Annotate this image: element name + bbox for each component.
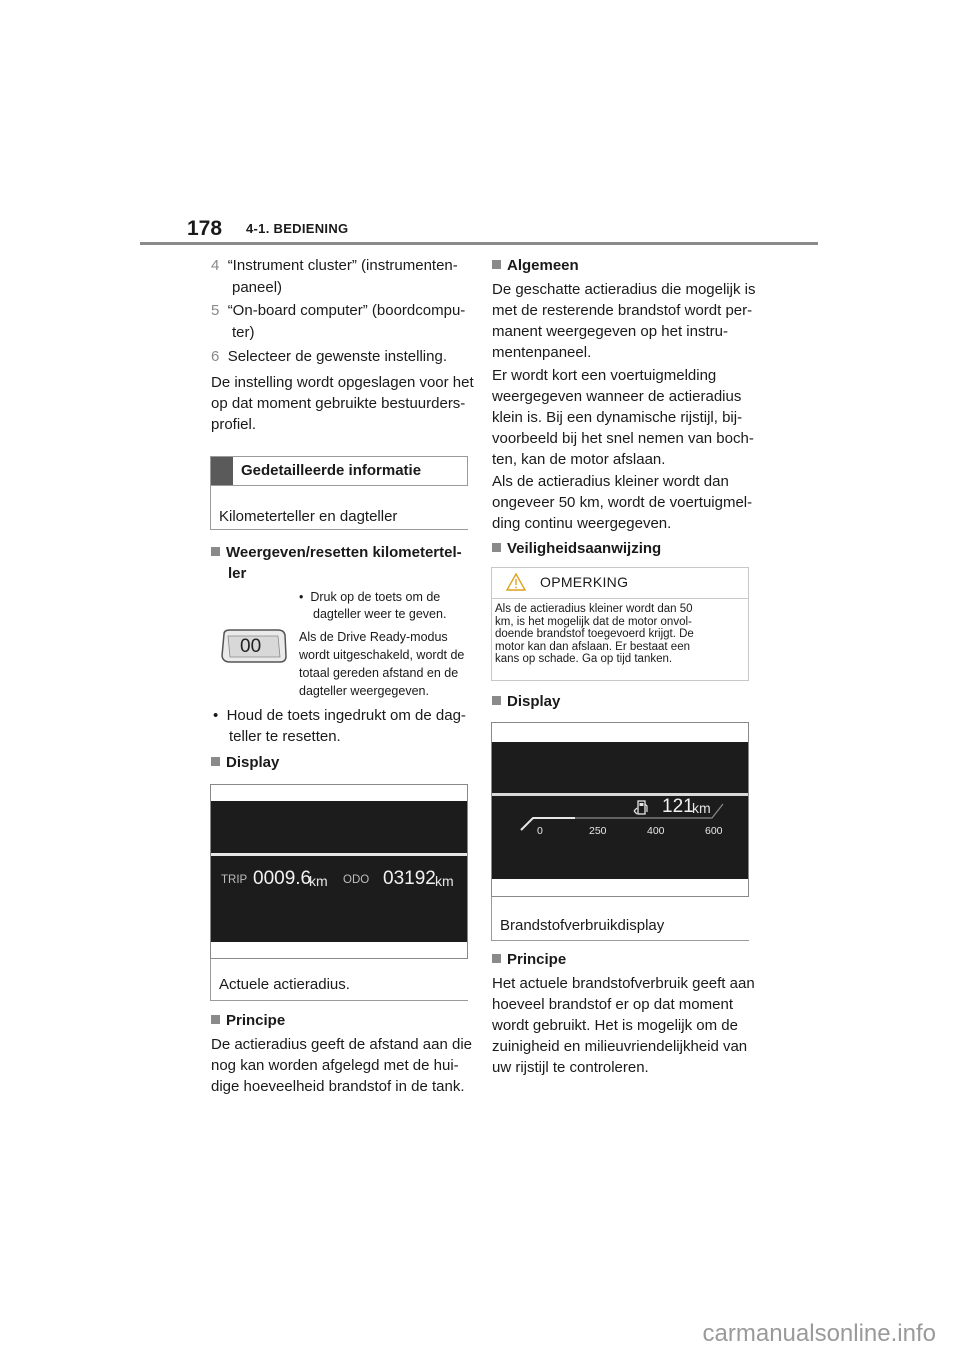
caption-box [210,959,468,1001]
caption-text: Actuele actieradius. [219,976,350,993]
warning-line: motor kan dan afslaan. Er bestaat een [495,640,690,653]
scale-label: 600 [705,825,723,837]
step-4-cont: paneel) [232,279,283,296]
paragraph-line: mentenpaneel. [492,344,592,361]
paragraph-line: De instelling wordt opgeslagen voor het [211,374,474,391]
warning-triangle-icon [506,573,526,591]
heading-principe: Principe [492,949,566,971]
display-divider [492,793,748,796]
square-bullet-icon [492,543,501,552]
paragraph-line: profiel. [211,416,257,433]
detail-info-title: Gedetailleerde informatie [241,462,422,479]
warning-line: kans op schade. Ga op tijd tanken. [495,653,673,665]
trip-value: 0009.6 [253,868,312,889]
heading-reset: Weergeven/resetten kilometertel- [211,542,462,564]
square-bullet-icon [211,547,220,556]
paragraph-line: uw rijstijl te controleren. [492,1059,649,1076]
caption-text: Brandstofverbruikdisplay [500,917,665,934]
watermark: carmanualsonline.info [702,1320,936,1347]
range-value: 121 [662,796,694,817]
warning-box [491,567,749,681]
caption-box [491,897,749,941]
odo-unit: km [435,873,454,889]
small-bullet-cont: dagteller weer te geven. [313,607,447,621]
step-5: 5 “On-board computer” (boordcompu- [211,302,466,319]
scale-label: 400 [647,825,665,837]
paragraph-line: ding continu weergegeven. [492,515,672,532]
paragraph-line: ten, kan de motor afslaan. [492,451,666,468]
paragraph-line: ongeveer 50 km, wordt de voertuigmel- [492,494,753,511]
paragraph-line: Het actuele brandstofverbruik geeft aan [492,975,755,992]
caption-box [210,486,468,530]
heading-display: Display [211,752,279,774]
paragraph-line: voorbeeld bij het snel nemen van boch- [492,430,754,447]
paragraph-line: weergegeven wanneer de actieradius [492,388,742,405]
detail-info-tab [211,457,233,485]
trip-unit: km [309,873,328,889]
paragraph-line: klein is. Bij een dynamische rijstijl, bij- [492,409,743,426]
small-bullet: • Druk op de toets om de [299,590,441,604]
page-number: 178 [187,217,223,240]
warning-line: doende brandstof toegevoerd krijgt. De [495,628,694,640]
paragraph-line: De actieradius geeft de afstand aan die [211,1036,473,1053]
paragraph-line: nog kan worden afgelegd met de hui- [211,1057,459,1074]
range-unit: km [692,800,711,816]
paragraph-line: hoeveel brandstof er op dat moment [492,996,733,1013]
fuel-gauge-scale [517,802,727,832]
heading-principe: Principe [211,1010,285,1032]
scale-label: 250 [589,825,607,837]
step-5-cont: ter) [232,324,255,341]
step-4: 4 “Instrument cluster” (instrumenten- [211,257,458,274]
bullet-item: • Houd de toets ingedrukt om de dag- [213,707,466,724]
paragraph-line: met de resterende brandstof wordt per- [492,302,753,319]
bullet-item-cont: teller te resetten. [229,728,341,745]
scale-label: 0 [537,825,543,837]
paragraph-line: Er wordt kort een voertuigmelding [492,367,717,384]
paragraph-line: dige hoeveelheid brandstof in de tank. [211,1078,465,1095]
trip-button-label: 00 [240,636,262,657]
warning-line: km, is het mogelijk dat de motor onvol- [495,615,692,628]
warning-body [495,603,745,666]
warning-title: OPMERKING [540,574,629,590]
square-bullet-icon [211,1015,220,1024]
paragraph-line: Als de actieradius kleiner wordt dan [492,473,729,490]
detail-info-header [210,456,468,486]
odo-label: ODO [343,874,370,886]
paragraph-line: wordt gebruikt. Het is mogelijk om de [492,1017,738,1034]
paragraph-line: zuinigheid en milieuvriendelijkheid van [492,1038,748,1055]
heading-algemeen: Algemeen [492,255,579,277]
paragraph-line: De geschatte actieradius die mogelijk is [492,281,756,298]
heading-veiligheid: Veiligheidsaanwijzing [492,538,661,560]
caption-text: Kilometerteller en dagteller [219,508,398,525]
warning-line: Als de actieradius kleiner wordt dan 50 [495,603,693,615]
small-paragraph: wordt uitgeschakeld, wordt de [299,648,465,662]
header-rule [140,242,818,245]
square-bullet-icon [492,696,501,705]
small-paragraph: totaal gereden afstand en de [299,666,459,680]
paragraph-line: op dat moment gebruikte bestuurders- [211,395,466,412]
fuel-consumption-display [491,722,749,897]
section-title: 4-1. BEDIENING [246,221,349,236]
square-bullet-icon [492,260,501,269]
square-bullet-icon [492,954,501,963]
heading-reset-cont: ler [228,565,247,582]
step-6: 6 Selecteer de gewenste instelling. [211,348,447,365]
trip-label: TRIP [221,874,248,886]
square-bullet-icon [211,757,220,766]
odometer-display [210,784,468,959]
small-paragraph: Als de Drive Ready-modus [299,630,448,644]
odo-value: 03192 [383,868,436,889]
heading-display: Display [492,691,560,713]
warning-header [492,568,748,599]
small-paragraph: dagteller weergegeven. [299,684,429,698]
display-divider [211,853,467,856]
paragraph-line: manent weergegeven op het instru- [492,323,728,340]
